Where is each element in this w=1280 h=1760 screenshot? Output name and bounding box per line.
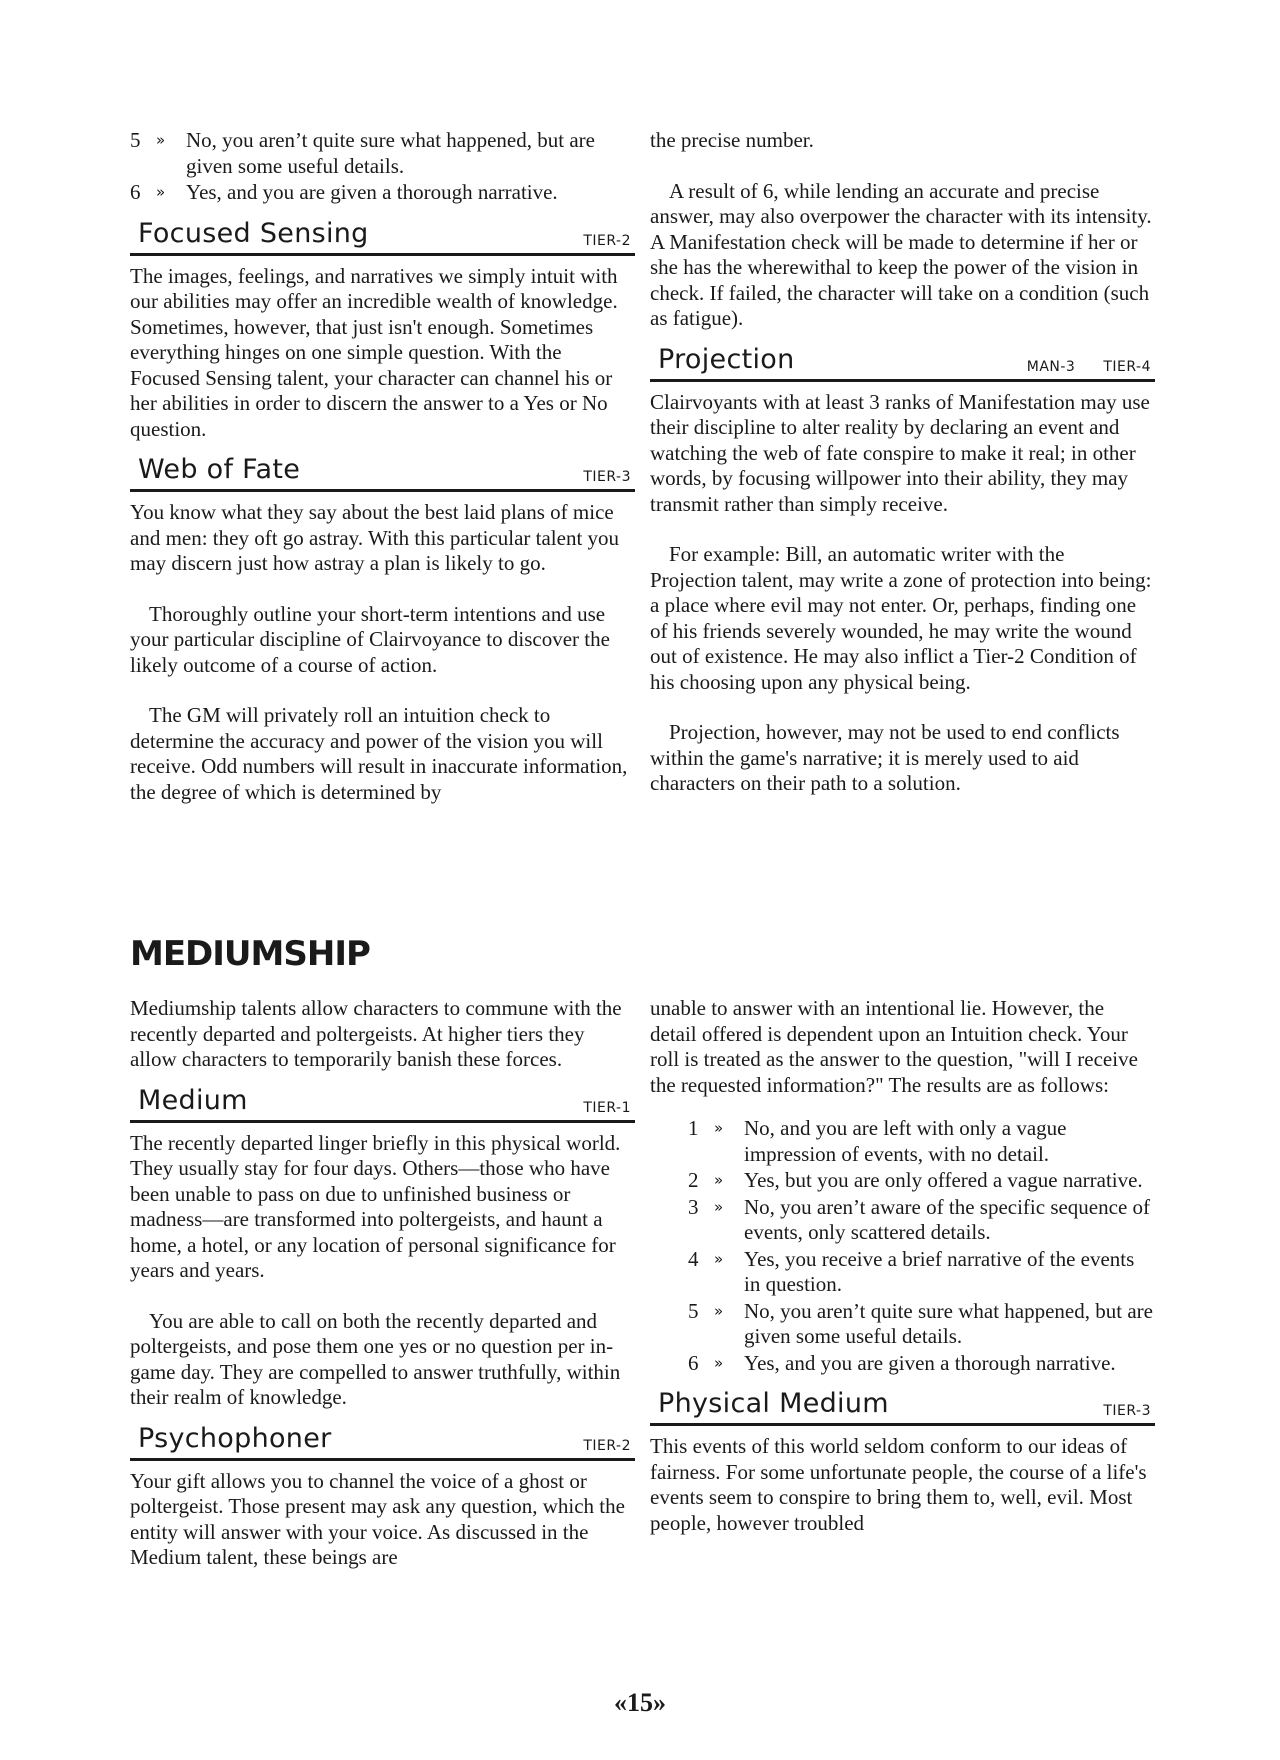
list-item [688,1195,1155,1246]
list-item [130,180,635,206]
double-chevron-icon: » [156,131,166,149]
tier-tag: TIER-3 [583,469,631,485]
list-text: Yes, but you are only offered a vague narrative. [744,1168,1143,1192]
column-top-right [650,128,1155,797]
paragraph: A result of 6, while lending an accurate and precise answer, may also overpower the character with its intensity. A Manifestation check will be made to determine if her or she has the wherewithal to keep the power of the vision in check. If failed, the character will take on a condition (such as fatigue). [650,178,1152,330]
list-text: No, you aren’t aware of the specific sequence of events, only scattered details. [744,1194,1151,1244]
list-text: No, and you are left with only a vague impression of events, with no detail. [744,1116,1067,1166]
list-number: 5 [688,1298,699,1323]
double-chevron-icon: » [714,1301,724,1320]
list-number: 6 [130,180,141,204]
list-text: Yes, you receive a brief narrative of the events in question. [744,1246,1135,1296]
talent-header-web-of-fate [130,452,635,492]
talent-header-medium [130,1083,635,1123]
paragraph: the precise number. [650,128,814,152]
requirement-tag: MAN-3 [1026,358,1076,375]
tier-tag: TIER-1 [583,1099,631,1116]
list-text: No, you aren’t quite sure what happened, but are given some useful details. [186,128,595,178]
talent-body: For example: Bill, an automatic writer with the Projection talent, may write a zone of protection into being: a place where evil may not enter. Or, perhaps, finding one of his friends severely wounded, he may write the wound out of existence. He may also inflict a Tier-2 Condition of his choosing upon any physical being. [650,542,1152,694]
talent-header-projection [650,342,1155,382]
talent-body: You know what they say about the best laid plans of mice and men: they oft go astray. With this particular talent you may discern just how astray a plan is likely to go. [130,500,620,575]
list-number: 3 [688,1194,699,1219]
double-chevron-icon: » [714,1353,724,1372]
list-item [688,1299,1155,1350]
talent-body: Clairvoyants with at least 3 ranks of Manifestation may use their discipline to alter reality by declaring an event and watching the web of fate conspire to make it real; in other words, by focusing willpower into their ability, they may transmit rather than simply receive. [650,389,1150,516]
tier-tag: TIER-4 [1103,358,1151,375]
list-number: 4 [688,1246,699,1271]
list-text: No, you aren’t quite sure what happened, but are given some useful details. [744,1298,1153,1348]
talent-title: Projection [658,343,795,375]
talent-title: Physical Medium [658,1388,889,1419]
list-text: Yes, and you are given a thorough narrative. [186,180,558,204]
talent-body: Your gift allows you to channel the voice of a ghost or poltergeist. Those present may ask any question, which the entity will answer with your voice. As discussed in the Medium talent, these beings are [130,1468,625,1569]
talent-title: Psychophoner [138,1422,332,1454]
talent-body: This events of this world seldom conform to our ideas of fairness. For some unfortunate people, the course of a life's events seem to conspire to bring them to, well, evil. Most people, however troubled [650,1434,1147,1535]
talent-header-psychophoner [130,1421,635,1461]
talent-body: The images, feelings, and narratives we simply intuit with our abilities may offer an incredible wealth of knowledge. Sometimes, however, that just isn't enough. Sometimes everything hinges on one simple question. With the Focused Sensing talent, your character can channel his or her abilities in order to discern the answer to a Yes or No question. [130,263,618,441]
double-chevron-icon: » [714,1249,724,1268]
talent-header-focused-sensing [130,216,635,256]
tier-tag: TIER-2 [583,232,631,249]
result-list-continued [130,128,635,206]
talent-title: Focused Sensing [138,217,369,249]
tier-tag: TIER-3 [1103,1403,1151,1419]
double-chevron-icon: » [714,1119,724,1137]
talent-title: Medium [138,1084,248,1116]
list-number: 1 [688,1116,699,1140]
list-item [688,1116,1155,1167]
talent-body: The GM will privately roll an intuition check to determine the accuracy and power of the vision you will receive. Odd numbers will result in inaccurate information, the degree of which is determined by [130,703,628,804]
double-chevron-icon: » [156,183,166,201]
list-item [130,128,635,179]
paragraph: unable to answer with an intentional lie. However, the detail offered is dependent upon an Intuition check. Your roll is treated as the answer to the question, "will I receive the requested information?" The results are as follows: [650,996,1138,1097]
page-number: «15» [614,1688,666,1717]
talent-title: Web of Fate [138,454,301,485]
list-item [688,1247,1155,1298]
list-number: 5 [130,128,141,152]
column-bottom-left [130,996,635,1571]
list-item [688,1168,1155,1194]
list-number: 6 [688,1350,699,1375]
list-item [688,1351,1155,1377]
talent-body: Thoroughly outline your short-term intentions and use your particular discipline of Clairvoyance to discover the likely outcome of a course of action. [130,601,610,677]
result-list [650,1116,1155,1376]
talent-body: Projection, however, may not be used to end conflicts within the game's narrative; it is merely used to aid characters on their path to a solution. [650,720,1120,795]
talent-body: You are able to call on both the recently departed and poltergeists, and pose them one yes or no question per in-game day. They are compelled to answer truthfully, within their realm of knowledge. [130,1308,621,1409]
talent-body: The recently departed linger briefly in this physical world. They usually stay for four days. Others—those who have been unable to pass on due to unfinished business or madness—are transformed into poltergeists, and haunt a home, a hotel, or any location of personal significance for years and years. [130,1130,621,1282]
section-title: MEDIUMSHIP [130,934,370,974]
section-intro: Mediumship talents allow characters to commune with the recently departed and poltergeists. At higher tiers they allow characters to temporarily banish these forces. [130,996,622,1071]
double-chevron-icon: » [714,1171,724,1189]
tier-tag: TIER-2 [583,1437,631,1454]
column-bottom-right [650,996,1155,1536]
column-top-left [130,128,635,805]
list-text: Yes, and you are given a thorough narrative. [744,1350,1116,1375]
talent-header-physical-medium [650,1386,1155,1426]
list-number: 2 [688,1168,699,1192]
double-chevron-icon: » [714,1197,724,1216]
